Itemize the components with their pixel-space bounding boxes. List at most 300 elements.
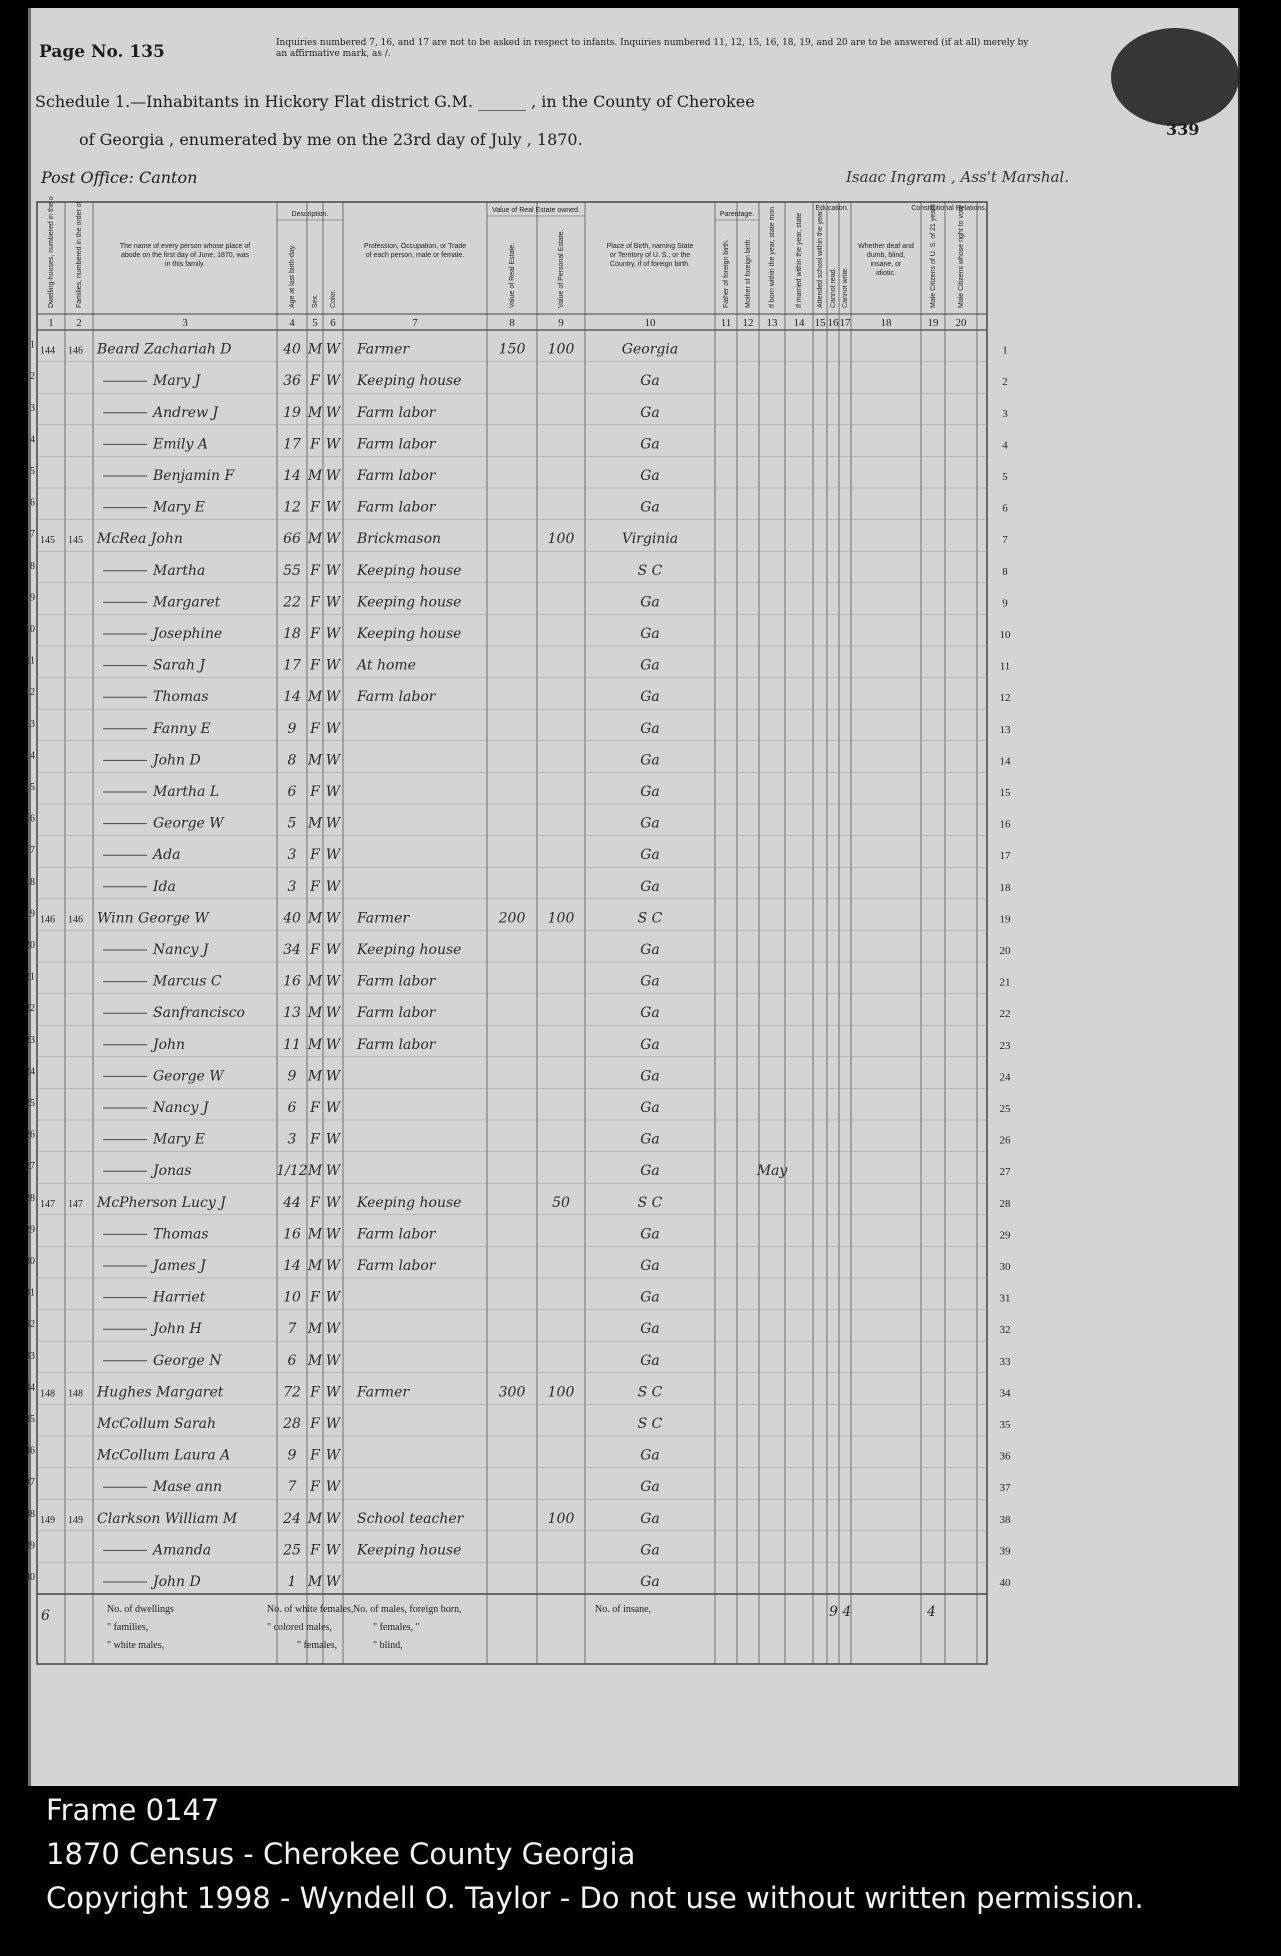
- occupation-cell: Farmer: [357, 1384, 410, 1401]
- name-cell: Fanny E: [153, 720, 211, 737]
- color-cell: W: [325, 1447, 341, 1464]
- sex-cell: M: [307, 1163, 323, 1180]
- line-number-left: 36: [25, 1445, 35, 1457]
- birthplace-cell: Ga: [640, 436, 660, 453]
- line-number-left: 25: [25, 1098, 35, 1109]
- birthplace-cell: Ga: [640, 1005, 660, 1022]
- color-cell: W: [325, 594, 341, 611]
- family-number: 147: [68, 1198, 83, 1210]
- sex-cell: M: [307, 468, 323, 484]
- name-cell: John D: [153, 752, 201, 769]
- line-number: 21: [999, 976, 1011, 989]
- color-cell: W: [325, 1005, 341, 1022]
- line-number: 3: [1002, 407, 1008, 420]
- name-cell: George N: [153, 1352, 222, 1369]
- occupation-cell: Farm labor: [357, 689, 436, 706]
- birthplace-cell: Ga: [640, 847, 660, 864]
- line-number-left: 37: [25, 1477, 35, 1489]
- color-cell: W: [325, 1068, 341, 1085]
- name-cell: Benjamin F: [153, 468, 235, 484]
- name-cell: George W: [153, 815, 224, 832]
- birthplace-cell: Georgia: [621, 341, 679, 358]
- dwelling-number: 147: [40, 1198, 55, 1210]
- sex-cell: M: [307, 752, 323, 769]
- age-cell: 1/12: [276, 1163, 308, 1180]
- line-number-left: 1: [30, 339, 35, 351]
- name-cell: Andrew J: [153, 404, 219, 421]
- line-number-left: 17: [25, 845, 35, 857]
- name-cell: Winn George W: [97, 910, 209, 927]
- color-cell: W: [325, 626, 341, 642]
- occupation-cell: School teacher: [357, 1510, 464, 1527]
- birthplace-cell: Ga: [640, 942, 660, 958]
- line-number-left: 15: [25, 782, 35, 793]
- birthplace-cell: Ga: [640, 720, 660, 737]
- line-number-left: 10: [25, 624, 35, 635]
- occupation-cell: Keeping house: [357, 373, 462, 390]
- color-cell: W: [325, 720, 341, 737]
- color-cell: W: [325, 499, 341, 516]
- line-number-left: 34: [25, 1382, 35, 1394]
- age-cell: 7: [287, 1479, 297, 1496]
- column-number: 4: [289, 317, 295, 329]
- footer-colored-males: " colored males,: [267, 1622, 332, 1633]
- footer-tally-citizens: 4: [927, 1604, 936, 1620]
- line-number: 25: [999, 1103, 1011, 1115]
- family-number: 145: [68, 535, 83, 547]
- birthplace-cell: Ga: [640, 973, 660, 990]
- age-cell: 9: [287, 1068, 297, 1085]
- state-line: of Georgia , enumerated by me on the 23rd day of July , 1870.: [79, 130, 583, 149]
- line-number: 24: [999, 1071, 1011, 1084]
- line-number-left: 14: [25, 750, 35, 762]
- sex-cell: F: [310, 1194, 320, 1211]
- column-number: 14: [793, 317, 805, 329]
- line-number-left: 5: [30, 466, 35, 477]
- column-number: 5: [312, 317, 318, 329]
- birthplace-cell: Ga: [640, 784, 660, 800]
- line-number: 2: [1002, 376, 1008, 389]
- name-cell: Margaret: [153, 594, 221, 611]
- footer-tally-count: 6: [41, 1608, 50, 1624]
- column-header: Profession, Occupation, or Trade: [363, 243, 467, 250]
- sex-cell: M: [307, 973, 323, 990]
- age-cell: 8: [287, 752, 297, 769]
- line-number-left: 24: [25, 1066, 35, 1078]
- age-cell: 1: [287, 1574, 297, 1590]
- sex-cell: M: [307, 1352, 323, 1369]
- dwelling-number: 146: [40, 914, 55, 926]
- color-cell: W: [325, 404, 341, 421]
- line-number-left: 27: [25, 1161, 35, 1173]
- column-header: Father of foreign birth.: [723, 239, 730, 308]
- column-header: idiotic.: [876, 270, 896, 277]
- color-cell: W: [325, 910, 341, 927]
- personal-estate-cell: 50: [552, 1194, 570, 1211]
- age-cell: 25: [283, 1542, 301, 1559]
- age-cell: 6: [287, 1352, 297, 1369]
- column-header: Attended school within the year.: [817, 209, 824, 308]
- column-number: 7: [412, 317, 418, 329]
- line-number-left: 20: [25, 940, 35, 951]
- line-number: 8: [1002, 565, 1008, 578]
- birthplace-cell: Ga: [640, 404, 660, 421]
- color-cell: W: [325, 878, 341, 895]
- birthplace-cell: S C: [637, 1194, 663, 1211]
- birthplace-cell: Ga: [640, 1068, 660, 1085]
- color-cell: W: [325, 436, 341, 453]
- sex-cell: F: [310, 1384, 320, 1401]
- color-cell: W: [325, 973, 341, 990]
- color-cell: W: [325, 1258, 341, 1274]
- line-number-left: 18: [25, 876, 35, 888]
- name-cell: McPherson Lucy J: [97, 1194, 226, 1211]
- column-number: 9: [558, 317, 564, 329]
- line-number-left: 4: [30, 434, 35, 446]
- age-cell: 40: [283, 910, 301, 927]
- line-number-left: 8: [30, 560, 35, 572]
- footer-white-males: " white males,: [107, 1640, 165, 1651]
- name-cell: Ada: [153, 847, 181, 864]
- line-number: 1: [1002, 344, 1008, 357]
- sex-cell: F: [310, 784, 320, 800]
- age-cell: 72: [283, 1384, 301, 1401]
- name-cell: Clarkson William M: [97, 1510, 238, 1527]
- age-cell: 17: [283, 657, 301, 674]
- personal-estate-cell: 100: [547, 1510, 575, 1527]
- column-number: 3: [182, 317, 188, 329]
- line-number-left: 28: [25, 1192, 35, 1204]
- sex-cell: F: [310, 1542, 320, 1559]
- column-header: Country, if of foreign birth.: [609, 261, 691, 268]
- occupation-cell: Keeping house: [357, 1542, 462, 1559]
- column-header: or Territory of U. S.; or the: [609, 252, 691, 259]
- age-cell: 3: [287, 878, 297, 895]
- name-cell: McCollum Sarah: [97, 1416, 217, 1432]
- sex-cell: F: [310, 878, 320, 895]
- line-number: 38: [999, 1513, 1011, 1526]
- name-cell: Jonas: [153, 1163, 192, 1180]
- age-cell: 18: [283, 626, 301, 642]
- dwelling-number: 145: [40, 535, 55, 547]
- birthplace-cell: Ga: [640, 626, 660, 642]
- color-cell: W: [325, 1036, 341, 1053]
- stamp-seal: [1111, 28, 1239, 126]
- age-cell: 44: [283, 1194, 301, 1211]
- line-number: 9: [1002, 597, 1008, 610]
- line-number: 30: [999, 1261, 1011, 1273]
- real-estate-cell: 300: [498, 1384, 526, 1401]
- column-number: 6: [330, 317, 336, 329]
- line-number-left: 9: [30, 592, 35, 604]
- line-number-left: 13: [25, 718, 35, 730]
- group-parentage-label: Parentage.: [719, 211, 755, 218]
- line-number: 31: [999, 1292, 1011, 1305]
- birthplace-cell: Ga: [640, 1352, 660, 1369]
- occupation-cell: At home: [357, 657, 416, 674]
- post-office: Post Office: Canton: [41, 168, 198, 187]
- age-cell: 16: [283, 1226, 301, 1243]
- occupation-cell: Farmer: [357, 910, 410, 927]
- column-header: abode on the first day of June, 1870, was: [120, 252, 250, 259]
- color-cell: W: [325, 1194, 341, 1211]
- group-value-label: Value of Real Estate owned.: [492, 207, 580, 214]
- line-number: 28: [999, 1197, 1011, 1210]
- family-number: 149: [68, 1514, 83, 1526]
- age-cell: 13: [283, 1005, 301, 1022]
- color-cell: W: [325, 815, 341, 832]
- column-header: Color.: [330, 289, 337, 308]
- line-number: 39: [999, 1545, 1011, 1558]
- age-cell: 7: [287, 1321, 297, 1338]
- occupation-cell: Farm labor: [357, 404, 436, 421]
- age-cell: 55: [283, 562, 301, 579]
- sex-cell: M: [307, 531, 323, 548]
- sex-cell: F: [310, 562, 320, 579]
- line-number-left: 6: [30, 497, 35, 509]
- age-cell: 14: [283, 689, 301, 706]
- name-cell: Martha L: [153, 784, 220, 800]
- line-number-left: 32: [25, 1319, 35, 1331]
- occupation-cell: Farm labor: [357, 1226, 436, 1243]
- line-number: 7: [1002, 534, 1008, 547]
- age-cell: 19: [283, 404, 301, 421]
- occupation-cell: Farm labor: [357, 468, 436, 484]
- color-cell: W: [325, 942, 341, 958]
- family-number: 146: [68, 345, 83, 357]
- family-number: 148: [68, 1388, 83, 1400]
- occupation-cell: Farm labor: [357, 1258, 436, 1274]
- name-cell: McCollum Laura A: [97, 1447, 231, 1464]
- line-number: 11: [999, 660, 1011, 673]
- real-estate-cell: 200: [498, 910, 526, 927]
- occupation-cell: Brickmason: [357, 531, 442, 548]
- occupation-cell: Farmer: [357, 341, 410, 358]
- sex-cell: F: [310, 436, 320, 453]
- age-cell: 6: [287, 1100, 297, 1116]
- occupation-cell: Keeping house: [357, 1194, 462, 1211]
- age-cell: 5: [287, 815, 297, 832]
- column-header: Sex.: [312, 293, 319, 308]
- line-number: 10: [999, 629, 1011, 641]
- column-header: dumb, blind,: [866, 252, 906, 259]
- birthplace-cell: Ga: [640, 1479, 660, 1496]
- line-number-left: 30: [25, 1256, 35, 1267]
- sex-cell: F: [310, 1289, 320, 1306]
- caption-frame: Frame 0147: [46, 1793, 220, 1827]
- column-number: 1: [48, 317, 54, 329]
- birthplace-cell: S C: [637, 562, 663, 579]
- column-number: 15: [814, 317, 826, 329]
- line-number-left: 38: [25, 1508, 35, 1520]
- line-number: 26: [999, 1134, 1011, 1147]
- age-cell: 3: [287, 847, 297, 864]
- column-header: of each person, male or female.: [365, 252, 465, 259]
- footer-insane: No. of insane,: [595, 1604, 652, 1615]
- column-header: Place of Birth, naming State: [606, 243, 694, 250]
- column-header: Male Citizens of U. S. of 21 years: [930, 204, 937, 308]
- name-cell: John: [153, 1036, 186, 1053]
- real-estate-cell: 150: [498, 341, 526, 358]
- personal-estate-cell: 100: [547, 1384, 575, 1401]
- line-number-left: 40: [25, 1572, 35, 1583]
- sex-cell: M: [307, 910, 323, 927]
- birthplace-cell: Ga: [640, 1321, 660, 1338]
- line-number-left: 21: [25, 971, 35, 983]
- birthplace-cell: S C: [637, 1384, 663, 1401]
- color-cell: W: [325, 531, 341, 548]
- column-header: Age at last birth-day.: [289, 244, 296, 308]
- occupation-cell: Farm labor: [357, 1005, 436, 1022]
- sex-cell: M: [307, 1226, 323, 1243]
- line-number: 6: [1002, 502, 1008, 515]
- line-number: 4: [1002, 439, 1008, 452]
- sex-cell: F: [310, 847, 320, 864]
- color-cell: W: [325, 1131, 341, 1148]
- line-number-left: 2: [30, 371, 35, 383]
- inquiries-note: Inquiries numbered 7, 16, and 17 are not to be asked in respect to infants. Inquiries numbered 11, 12, 15, 16, 18, 19, and 20 are to be answered (if at all) merely by an affirmative mark, as /.: [276, 38, 1029, 59]
- line-number-left: 22: [25, 1003, 35, 1015]
- color-cell: W: [325, 1226, 341, 1243]
- line-number: 13: [999, 723, 1011, 736]
- footer-dwellings: No. of dwellings: [107, 1604, 174, 1615]
- line-number-left: 31: [25, 1287, 35, 1299]
- age-cell: 9: [287, 1447, 297, 1464]
- color-cell: W: [325, 1163, 341, 1180]
- line-number: 27: [999, 1166, 1011, 1179]
- sex-cell: M: [307, 1005, 323, 1022]
- birthplace-cell: Ga: [640, 1258, 660, 1274]
- name-cell: Sanfrancisco: [153, 1005, 245, 1022]
- name-cell: Marcus C: [153, 973, 222, 990]
- name-cell: Amanda: [153, 1542, 212, 1559]
- line-number-left: 33: [25, 1350, 35, 1362]
- line-number: 20: [999, 945, 1011, 957]
- line-number-left: 11: [25, 655, 35, 667]
- name-cell: Sarah J: [153, 657, 206, 674]
- name-cell: James J: [153, 1258, 206, 1274]
- line-number: 34: [999, 1387, 1011, 1400]
- line-number: 22: [999, 1008, 1011, 1021]
- name-cell: Josephine: [153, 626, 223, 642]
- color-cell: W: [325, 1352, 341, 1369]
- line-number: 29: [999, 1229, 1011, 1242]
- birthplace-cell: Ga: [640, 1574, 660, 1590]
- birthplace-cell: S C: [637, 910, 663, 927]
- footer-blind: " blind,: [373, 1640, 403, 1651]
- birthplace-cell: S C: [637, 1416, 663, 1432]
- birthplace-cell: Ga: [640, 1163, 660, 1180]
- color-cell: W: [325, 373, 341, 390]
- caption-title: 1870 Census - Cherokee County Georgia: [46, 1837, 636, 1871]
- sex-cell: F: [310, 1447, 320, 1464]
- line-number: 12: [999, 692, 1011, 705]
- line-number: 17: [999, 850, 1011, 863]
- line-number-left: 26: [25, 1129, 35, 1141]
- age-cell: 14: [283, 468, 301, 484]
- sex-cell: F: [310, 657, 320, 674]
- line-number: 40: [999, 1577, 1011, 1589]
- sex-cell: F: [310, 1479, 320, 1496]
- line-number: 37: [999, 1482, 1011, 1495]
- column-number: 10: [644, 317, 656, 329]
- column-number: 2: [76, 317, 82, 329]
- color-cell: W: [325, 1416, 341, 1432]
- birthplace-cell: Ga: [640, 1289, 660, 1306]
- birthplace-cell: Ga: [640, 1131, 660, 1148]
- footer-families: " families,: [107, 1622, 149, 1633]
- birthplace-cell: Ga: [640, 1447, 660, 1464]
- age-cell: 6: [287, 784, 297, 800]
- age-cell: 24: [283, 1510, 301, 1527]
- color-cell: W: [325, 847, 341, 864]
- personal-estate-cell: 100: [547, 531, 575, 548]
- footer-foreign-females: " females, ": [373, 1622, 420, 1633]
- age-cell: 66: [283, 531, 301, 548]
- column-number: 19: [927, 317, 939, 329]
- birthplace-cell: Virginia: [621, 531, 679, 548]
- sex-cell: F: [310, 1100, 320, 1116]
- column-header: Cannot write.: [842, 266, 849, 308]
- family-number: 146: [68, 914, 83, 926]
- column-header: Whether deaf and: [858, 243, 914, 250]
- occupation-cell: Farm labor: [357, 499, 436, 516]
- column-number: 12: [742, 317, 754, 329]
- age-cell: 3: [287, 1131, 297, 1148]
- column-header: The name of every person whose place of: [119, 243, 251, 250]
- table-border: [37, 202, 987, 1664]
- birthplace-cell: Ga: [640, 657, 660, 674]
- census-sheet: [25, 8, 1240, 1786]
- birthplace-cell: Ga: [640, 373, 660, 390]
- dwelling-number: 144: [40, 345, 55, 357]
- column-header: insane, or: [870, 261, 902, 268]
- column-header: Families, numbered in the order of: [76, 201, 83, 308]
- caption-copyright: Copyright 1998 - Wyndell O. Taylor - Do not use without written permission.: [46, 1881, 1144, 1915]
- color-cell: W: [325, 1100, 341, 1116]
- sex-cell: M: [307, 1510, 323, 1527]
- occupation-cell: Farm labor: [357, 1036, 436, 1053]
- color-cell: W: [325, 689, 341, 706]
- name-cell: Thomas: [153, 689, 209, 706]
- footer-white-females: No. of white females,: [267, 1604, 354, 1615]
- age-cell: 12: [283, 499, 301, 516]
- sex-cell: M: [307, 1574, 323, 1590]
- birthplace-cell: Ga: [640, 468, 660, 484]
- column-number: 20: [955, 317, 967, 329]
- birthplace-cell: Ga: [640, 689, 660, 706]
- name-cell: Ida: [153, 878, 176, 895]
- birthplace-cell: Ga: [640, 1100, 660, 1116]
- birth-month-cell: May: [756, 1163, 788, 1180]
- column-header: If born within the year, state mon: [769, 206, 776, 308]
- color-cell: W: [325, 1542, 341, 1559]
- occupation-cell: Farm labor: [357, 973, 436, 990]
- line-number-left: 3: [30, 402, 35, 414]
- sex-cell: M: [307, 689, 323, 706]
- birthplace-cell: Ga: [640, 1542, 660, 1559]
- color-cell: W: [325, 1510, 341, 1527]
- name-cell: Mary E: [153, 499, 205, 516]
- column-number: 13: [766, 317, 778, 329]
- occupation-cell: Keeping house: [357, 626, 462, 642]
- color-cell: W: [325, 752, 341, 769]
- name-cell: Mase ann: [153, 1479, 222, 1496]
- group-description-label: Description.: [291, 211, 329, 218]
- line-number: 14: [999, 755, 1011, 768]
- personal-estate-cell: 100: [547, 341, 575, 358]
- color-cell: W: [325, 468, 341, 484]
